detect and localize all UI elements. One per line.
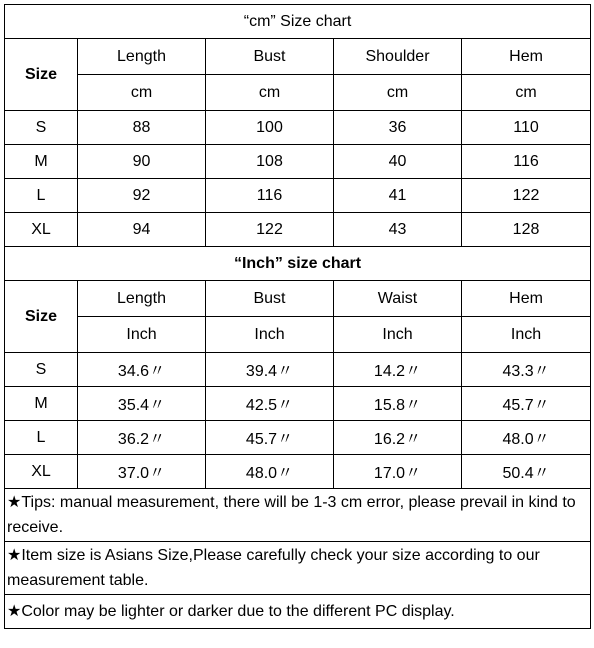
inch-unit: Inch xyxy=(206,317,334,353)
tip-color-display: ★Color may be lighter or darker due to the different PC display. xyxy=(5,595,591,629)
cm-unit: cm xyxy=(334,75,462,111)
inch-table-row xyxy=(5,387,591,421)
cm-unit: cm xyxy=(462,75,591,111)
cm-size-label: Size xyxy=(5,39,78,111)
value-cell: 43.3〃 xyxy=(462,353,591,387)
cm-chart-title: “cm” Size chart xyxy=(5,5,591,39)
value-cell: 116 xyxy=(206,179,334,213)
cm-column-header: Bust xyxy=(206,39,334,75)
size-cell: XL xyxy=(5,213,78,247)
size-cell: XL xyxy=(5,455,78,489)
size-cell: M xyxy=(5,387,78,421)
value-cell: 41 xyxy=(334,179,462,213)
value-cell: 108 xyxy=(206,145,334,179)
cm-column-header: Length xyxy=(78,39,206,75)
inch-column-header: Length xyxy=(78,281,206,317)
size-chart-table xyxy=(4,4,591,629)
cm-table-row xyxy=(5,213,591,247)
value-cell: 100 xyxy=(206,111,334,145)
value-cell: 37.0〃 xyxy=(78,455,206,489)
value-cell: 36 xyxy=(334,111,462,145)
inch-column-header: Waist xyxy=(334,281,462,317)
inch-size-label: Size xyxy=(5,281,78,353)
size-cell: S xyxy=(5,111,78,145)
value-cell: 15.8〃 xyxy=(334,387,462,421)
inch-column-header: Hem xyxy=(462,281,591,317)
cm-column-header: Hem xyxy=(462,39,591,75)
value-cell: 90 xyxy=(78,145,206,179)
tip-asian-size: ★Item size is Asians Size,Please carefully check your size according to our measurement table. xyxy=(5,542,591,595)
value-cell: 45.7〃 xyxy=(206,421,334,455)
value-cell: 48.0〃 xyxy=(206,455,334,489)
value-cell: 43 xyxy=(334,213,462,247)
tip-measurement-error: ★Tips: manual measurement, there will be 1-3 cm error, please prevail in kind to receive. xyxy=(5,489,591,542)
inch-unit: Inch xyxy=(334,317,462,353)
value-cell: 116 xyxy=(462,145,591,179)
value-cell: 17.0〃 xyxy=(334,455,462,489)
inch-table-row xyxy=(5,353,591,387)
cm-table-row xyxy=(5,145,591,179)
value-cell: 36.2〃 xyxy=(78,421,206,455)
value-cell: 39.4〃 xyxy=(206,353,334,387)
value-cell: 110 xyxy=(462,111,591,145)
size-cell: M xyxy=(5,145,78,179)
size-cell: L xyxy=(5,421,78,455)
value-cell: 48.0〃 xyxy=(462,421,591,455)
cm-table-row xyxy=(5,111,591,145)
value-cell: 35.4〃 xyxy=(78,387,206,421)
value-cell: 14.2〃 xyxy=(334,353,462,387)
value-cell: 88 xyxy=(78,111,206,145)
value-cell: 45.7〃 xyxy=(462,387,591,421)
cm-unit: cm xyxy=(206,75,334,111)
value-cell: 122 xyxy=(206,213,334,247)
inch-unit: Inch xyxy=(462,317,591,353)
value-cell: 94 xyxy=(78,213,206,247)
cm-unit: cm xyxy=(78,75,206,111)
size-cell: L xyxy=(5,179,78,213)
inch-unit: Inch xyxy=(78,317,206,353)
size-chart-sheet xyxy=(4,4,590,629)
inch-table-row xyxy=(5,455,591,489)
inch-table-row xyxy=(5,421,591,455)
size-cell: S xyxy=(5,353,78,387)
value-cell: 34.6〃 xyxy=(78,353,206,387)
value-cell: 50.4〃 xyxy=(462,455,591,489)
value-cell: 42.5〃 xyxy=(206,387,334,421)
value-cell: 92 xyxy=(78,179,206,213)
cm-table-row xyxy=(5,179,591,213)
value-cell: 128 xyxy=(462,213,591,247)
value-cell: 16.2〃 xyxy=(334,421,462,455)
inch-chart-title: “Inch” size chart xyxy=(5,247,591,281)
inch-column-header: Bust xyxy=(206,281,334,317)
cm-column-header: Shoulder xyxy=(334,39,462,75)
value-cell: 122 xyxy=(462,179,591,213)
value-cell: 40 xyxy=(334,145,462,179)
